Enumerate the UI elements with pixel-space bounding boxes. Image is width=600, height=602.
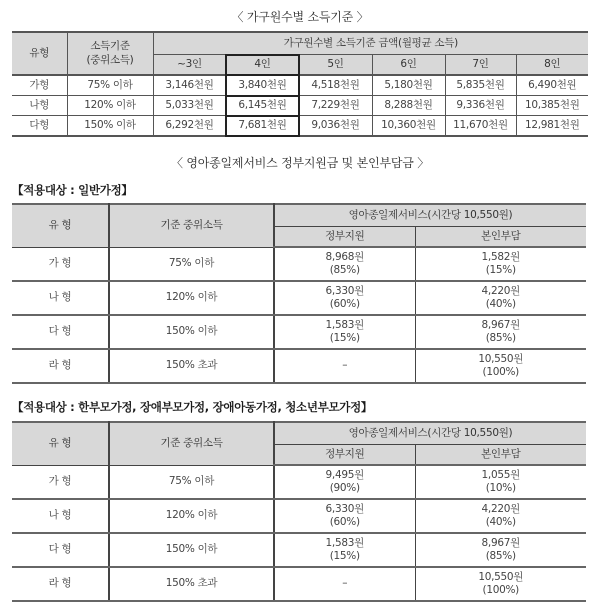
gov-amount: – [342,359,348,372]
row-type: 가 형 [12,465,109,499]
gov-amount: 6,330원 [325,502,364,515]
gov-amount: 1,583원 [325,318,364,331]
cell-amount: 6,490천원 [516,75,588,96]
cell-amount-highlighted: 6,145천원 [226,96,299,116]
col-header-size: 5인 [299,55,372,76]
col-header-size: 7인 [445,55,516,76]
row-criterion: 150% 이하 [109,533,274,567]
household-income-table [12,31,588,137]
self-pct: (85%) [485,550,516,562]
cell-self-pay [415,567,586,601]
row-type: 다 형 [12,533,109,567]
row-type: 가 형 [12,247,109,281]
col-header-group: 가구원수별 소득기준 금액(월평균 소득) [153,32,588,55]
row-type: 다형 [12,116,67,137]
cell-gov-support [274,533,415,567]
cell-gov-support [274,465,415,499]
col-header-service-group: 영아종일제서비스(시간당 10,550원) [274,422,586,445]
cell-gov-support [274,567,415,601]
self-pct: (100%) [482,366,519,378]
gov-pct: (90%) [329,482,360,494]
col-header-criterion: 기준 중위소득 [109,422,274,465]
cell-self-pay [415,281,586,315]
table-row [12,281,586,315]
gov-amount: 8,968원 [325,250,364,263]
self-amount: 8,967원 [481,318,520,331]
cell-amount-highlighted: 3,840천원 [226,75,299,96]
cell-amount: 4,518천원 [299,75,372,96]
col-header-type: 유 형 [12,204,109,247]
cell-amount: 9,036천원 [299,116,372,137]
col-header-criterion: 기준 중위소득 [109,204,274,247]
gov-pct: (85%) [329,264,360,276]
table-row [12,315,586,349]
cell-amount: 10,385천원 [516,96,588,116]
col-header-size-highlighted: 4인 [226,55,299,76]
gov-amount: 9,495원 [325,468,364,481]
col-header-size: ~3인 [153,55,226,76]
col-header-type: 유형 [12,32,67,75]
gov-pct: (60%) [329,516,360,528]
self-amount: 1,582원 [481,250,520,263]
cell-amount: 10,360천원 [372,116,445,137]
table-row [12,247,586,281]
cell-gov-support [274,315,415,349]
self-pct: (40%) [485,298,516,310]
row-criterion: 75% 이하 [109,465,274,499]
self-amount: 10,550원 [478,352,524,365]
row-criterion: 150% 이하 [109,315,274,349]
table-row [12,75,588,96]
row-type: 라 형 [12,349,109,383]
self-pct: (40%) [485,516,516,528]
gov-amount: – [342,577,348,590]
general-subsidy-table [12,203,586,384]
table-row [12,533,586,567]
cell-gov-support [274,247,415,281]
row-type: 가형 [12,75,67,96]
cell-self-pay [415,499,586,533]
special-households-subtitle: 【적용대상 : 한부모가정, 장애부모가정, 장애아동가정, 청소년부모가정】 [12,400,373,414]
cell-amount: 11,670천원 [445,116,516,137]
row-type: 다 형 [12,315,109,349]
col-header-income-line2: (중위소득) [86,53,134,66]
row-criterion: 75% 이하 [109,247,274,281]
table-row [12,96,588,116]
row-criterion: 75% 이하 [67,75,153,96]
cell-self-pay [415,349,586,383]
self-pct: (15%) [485,264,516,276]
household-income-title: 〈 가구원수별 소득기준 〉 [231,10,369,24]
self-pct: (10%) [485,482,516,494]
cell-amount: 5,180천원 [372,75,445,96]
self-amount: 1,055원 [481,468,520,481]
row-criterion: 150% 초과 [109,349,274,383]
cell-amount: 7,229천원 [299,96,372,116]
self-pct: (85%) [485,332,516,344]
cell-amount: 5,835천원 [445,75,516,96]
row-criterion: 150% 초과 [109,567,274,601]
row-criterion: 120% 이하 [109,499,274,533]
gov-amount: 6,330원 [325,284,364,297]
col-header-gov-support: 정부지원 [274,227,415,248]
row-type: 라 형 [12,567,109,601]
col-header-size: 6인 [372,55,445,76]
subsidy-title: 〈 영아종일제서비스 정부지원금 및 본인부담금 〉 [170,156,430,170]
cell-amount: 8,288천원 [372,96,445,116]
special-subsidy-table [12,421,586,602]
row-type: 나 형 [12,281,109,315]
col-header-self-pay: 본인부담 [415,445,586,466]
row-criterion: 120% 이하 [67,96,153,116]
row-criterion: 150% 이하 [67,116,153,137]
self-pct: (100%) [482,584,519,596]
gov-pct: (15%) [329,550,360,562]
gov-pct: (15%) [329,332,360,344]
table-row [12,499,586,533]
table-row [12,349,586,383]
col-header-type: 유 형 [12,422,109,465]
row-criterion: 120% 이하 [109,281,274,315]
gov-amount: 1,583원 [325,536,364,549]
col-header-income-criterion [67,32,153,75]
col-header-service-group: 영아종일제서비스(시간당 10,550원) [274,204,586,227]
col-header-self-pay: 본인부담 [415,227,586,248]
self-amount: 8,967원 [481,536,520,549]
cell-gov-support [274,499,415,533]
cell-amount: 6,292천원 [153,116,226,137]
cell-amount: 3,146천원 [153,75,226,96]
cell-self-pay [415,465,586,499]
table-row [12,116,588,137]
row-type: 나 형 [12,499,109,533]
cell-self-pay [415,533,586,567]
gov-pct: (60%) [329,298,360,310]
general-households-subtitle: 【적용대상 : 일반가정】 [12,183,133,197]
col-header-gov-support: 정부지원 [274,445,415,466]
cell-amount: 5,033천원 [153,96,226,116]
cell-gov-support [274,349,415,383]
cell-amount: 9,336천원 [445,96,516,116]
cell-amount: 12,981천원 [516,116,588,137]
table-row [12,567,586,601]
cell-gov-support [274,281,415,315]
cell-self-pay [415,247,586,281]
self-amount: 10,550원 [478,570,524,583]
cell-self-pay [415,315,586,349]
col-header-size: 8인 [516,55,588,76]
col-header-income-line1: 소득기준 [90,40,130,53]
cell-amount-highlighted: 7,681천원 [226,116,299,137]
row-type: 나형 [12,96,67,116]
table-row [12,465,586,499]
self-amount: 4,220원 [481,502,520,515]
self-amount: 4,220원 [481,284,520,297]
